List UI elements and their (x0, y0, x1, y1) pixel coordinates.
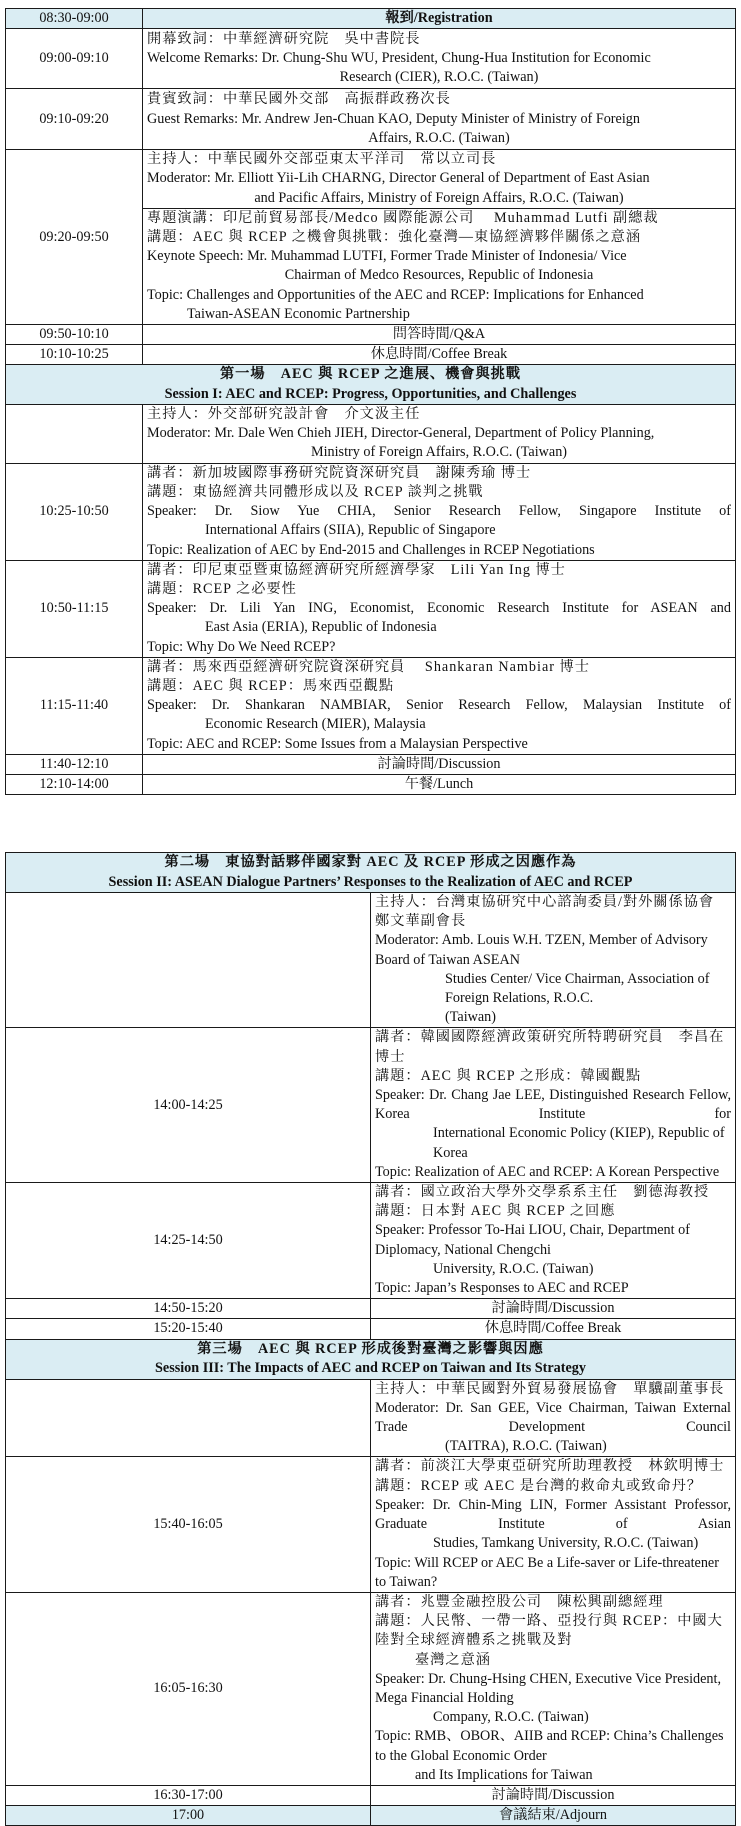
row-talk (6, 463, 736, 560)
session-1-title-zh: 第一場 AEC 與 RCEP 之進展、機會與挑戰 (219, 366, 522, 383)
agenda-table-morning (5, 8, 736, 795)
topic-en-2: and Its Implications for Taiwan (415, 1766, 593, 1783)
talk-cell (371, 1457, 736, 1592)
registration-label: 報到/Registration (143, 9, 736, 29)
coffee-break-label: 休息時間/Coffee Break (371, 1319, 736, 1339)
keynote-topic-zh: 講題：AEC 與 RCEP 之機會與挑戰：強化臺灣—東協經濟夥伴關係之意涵 (147, 229, 642, 246)
row-coffee-break-1 (6, 345, 736, 365)
speaker-en-2: East Asia (ERIA), Republic of Indonesia (205, 619, 437, 636)
speaker-zh: 講者：新加坡國際事務研究院資深研究員 謝陳秀瑜 博士 (147, 464, 532, 481)
moderator-en-1: Moderator: Dr. San GEE, Vice Chairman, Taiwan External Trade Development Council (375, 1399, 731, 1436)
keynote-zh: 專題演講：印尼前貿易部長/Medco 國際能源公司 Muhammad Lutfi 副總裁 (147, 209, 659, 226)
topic-zh: 講題：AEC 與 RCEP 之形成：韓國觀點 (375, 1067, 642, 1084)
time-cell-empty (6, 404, 143, 463)
row-coffee-break-2 (6, 1319, 736, 1339)
speaker-en-1: Speaker: Dr. Chang Jae LEE, Distinguished Research Fellow, Korea Institute for (375, 1087, 731, 1123)
speaker-en-2: Company, R.O.C. (Taiwan) (433, 1709, 589, 1726)
row-talk (6, 560, 736, 657)
moderator-zh: 主持人：外交部研究設計會 介文汲主任 (147, 406, 421, 423)
agenda-table-afternoon (5, 852, 736, 1826)
talk-cell (371, 1028, 736, 1183)
time-cell: 15:20-15:40 (6, 1319, 371, 1339)
session-3-header (6, 1339, 736, 1379)
talk-cell (143, 560, 736, 657)
discussion-label: 討論時間/Discussion (371, 1785, 736, 1805)
topic-en: Topic: Realization of AEC by End-2015 and Challenges in RCEP Negotiations (147, 541, 595, 558)
speaker-en-1: Speaker: Dr. Shankaran NAMBIAR, Senior Research Fellow, Malaysian Institute of (147, 697, 731, 714)
row-discussion-1 (6, 754, 736, 774)
row-registration (6, 9, 736, 29)
guest-zh: 貴賓致詞：中華民國外交部 高振群政務次長 (147, 91, 451, 108)
session-1-title-en: Session I: AEC and RCEP: Progress, Opportunities, and Challenges (164, 385, 577, 402)
time-cell: 09:20-09:50 (6, 150, 143, 325)
row-talk (6, 1028, 736, 1183)
topic-en: Topic: Will RCEP or AEC Be a Life-saver or Life-threatener to Taiwan? (375, 1554, 719, 1590)
speaker-en-1: Speaker: Dr. Siow Yue CHIA, Senior Research Fellow, Singapore Institute of (147, 503, 731, 520)
row-keynote-moderator (6, 150, 736, 209)
lunch-label: 午餐/Lunch (143, 775, 736, 795)
talk-cell (143, 463, 736, 560)
time-cell: 16:30-17:00 (6, 1785, 371, 1805)
session-2-title (6, 853, 736, 893)
session-3-title-en: Session III: The Impacts of AEC and RCEP on Taiwan and Its Strategy (155, 1360, 586, 1377)
moderator-en-1: Moderator: Amb. Louis W.H. TZEN, Member of Advisory Board of Taiwan ASEAN (375, 932, 708, 968)
topic-zh: 講題：AEC 與 RCEP：馬來西亞觀點 (147, 678, 395, 695)
row-adjourn (6, 1806, 736, 1826)
speaker-zh: 講者：馬來西亞經濟研究院資深研究員 Shankaran Nambiar 博士 (147, 658, 590, 675)
keynote-en-2: Chairman of Medco Resources, Republic of Indonesia (284, 267, 594, 284)
time-cell: 17:00 (6, 1806, 371, 1826)
row-session-2-moderator (6, 893, 736, 1028)
topic-zh: 講題：人民幣、一帶一路、亞投行與 RCEP：中國大陸對全球經濟體系之挑戰及對 (375, 1613, 723, 1649)
time-cell: 16:05-16:30 (6, 1592, 371, 1785)
topic-zh: 講題：日本對 AEC 與 RCEP 之回應 (375, 1203, 616, 1220)
time-cell: 09:10-09:20 (6, 89, 143, 150)
welcome-en-1: Welcome Remarks: Dr. Chung-Shu WU, President, Chung-Hua Institution for Economic (147, 50, 651, 67)
row-discussion-3 (6, 1785, 736, 1805)
moderator-en-2: and Pacific Affairs, Ministry of Foreign Affairs, R.O.C. (Taiwan) (254, 189, 624, 206)
welcome-cell (143, 29, 736, 89)
row-talk (6, 1592, 736, 1785)
time-cell: 10:25-10:50 (6, 463, 143, 560)
row-talk (6, 1183, 736, 1299)
topic-zh: 講題：RCEP 或 AEC 是台灣的救命丸或致命丹？ (375, 1477, 702, 1494)
coffee-break-label: 休息時間/Coffee Break (143, 345, 736, 365)
moderator-en-2: Studies Center/ Vice Chairman, Association of Foreign Relations, R.O.C. (445, 970, 710, 1007)
session-2-title-zh: 第二場 東協對話夥伴國家對 AEC 及 RCEP 形成之因應作為 (164, 854, 577, 871)
keynote-en-1: Keynote Speech: Mr. Muhammad LUTFI, Former Trade Minister of Indonesia/ Vice (147, 248, 627, 265)
time-cell: 14:50-15:20 (6, 1299, 371, 1319)
topic-zh: 講題：RCEP 之必要性 (147, 581, 297, 598)
session-1-title (6, 365, 736, 404)
session-2-header (6, 853, 736, 893)
welcome-en-2: Research (CIER), R.O.C. (Taiwan) (339, 69, 539, 86)
session-3-title (6, 1339, 736, 1379)
guest-cell (143, 89, 736, 150)
speaker-en-1: Speaker: Dr. Chung-Hsing CHEN, Executive Vice President, Mega Financial Holding (375, 1670, 722, 1706)
speaker-en-2: Studies, Tamkang University, R.O.C. (Taiwan) (433, 1535, 699, 1552)
row-guest-remarks (6, 89, 736, 150)
keynote-topic-en-2: Taiwan-ASEAN Economic Partnership (187, 305, 410, 322)
row-session-3-moderator (6, 1379, 736, 1457)
topic-zh-2: 臺灣之意涵 (415, 1651, 491, 1668)
guest-en-1: Guest Remarks: Mr. Andrew Jen-Chuan KAO, Deputy Minister of Ministry of Foreign (147, 110, 640, 127)
talk-cell (371, 1183, 736, 1299)
speaker-en-2: International Affairs (SIIA), Republic of Singapore (205, 522, 496, 539)
speaker-en-2: International Economic Policy (KIEP), Republic of Korea (433, 1125, 725, 1161)
session-1-moderator-cell (143, 404, 736, 463)
guest-en-2: Affairs, R.O.C. (Taiwan) (368, 129, 510, 146)
time-cell: 12:10-14:00 (6, 775, 143, 795)
speaker-en-1: Speaker: Dr. Chin-Ming LIN, Former Assistant Professor, Graduate Institute of Asian (375, 1496, 731, 1533)
session-3-moderator-cell (371, 1379, 736, 1457)
time-cell-empty (6, 1379, 371, 1457)
moderator-en-1: Moderator: Mr. Dale Wen Chieh JIEH, Director-General, Department of Policy Planning, (147, 425, 655, 442)
adjourn-label: 會議結束/Adjourn (371, 1806, 736, 1826)
topic-zh: 講題：東協經濟共同體形成以及 RCEP 談判之挑戰 (147, 484, 484, 501)
speaker-zh: 講者：兆豐金融控股公司 陳松興副總經理 (375, 1593, 664, 1610)
session-2-title-en: Session II: ASEAN Dialogue Partners’ Responses to the Realization of AEC and RCEP (108, 873, 633, 890)
time-cell: 14:00-14:25 (6, 1028, 371, 1183)
topic-en: Topic: Japan’s Responses to AEC and RCEP (375, 1280, 629, 1297)
talk-cell (143, 657, 736, 754)
keynote-moderator-cell (143, 150, 736, 209)
time-cell: 14:25-14:50 (6, 1183, 371, 1299)
session-3-title-zh: 第三場 AEC 與 RCEP 形成後對臺灣之影響與因應 (197, 1340, 544, 1357)
session-1-header (6, 365, 736, 404)
speaker-en-1: Speaker: Professor To-Hai LIOU, Chair, Department of Diplomacy, National Chengchi (375, 1222, 690, 1258)
row-session-1-moderator (6, 404, 736, 463)
topic-en: Topic: AEC and RCEP: Some Issues from a Malaysian Perspective (147, 735, 528, 752)
moderator-zh: 主持人：中華民國對外貿易發展協會 單驥副董事長 (375, 1380, 725, 1397)
time-cell: 11:40-12:10 (6, 754, 143, 774)
session-2-moderator-cell (371, 893, 736, 1028)
discussion-label: 討論時間/Discussion (143, 754, 736, 774)
time-cell: 11:15-11:40 (6, 657, 143, 754)
moderator-zh: 主持人：中華民國外交部亞東太平洋司 常以立司長 (147, 151, 497, 168)
speaker-en-2: University, R.O.C. (Taiwan) (433, 1260, 594, 1277)
welcome-zh: 開幕致詞：中華經濟研究院 吳中書院長 (147, 30, 421, 47)
time-cell: 15:40-16:05 (6, 1457, 371, 1592)
speaker-zh: 講者：國立政治大學外交學系系主任 劉德海教授 (375, 1184, 710, 1201)
talk-cell (371, 1592, 736, 1785)
speaker-en-2: Economic Research (MIER), Malaysia (205, 716, 426, 733)
moderator-en-3: (Taiwan) (445, 1009, 496, 1026)
moderator-zh: 主持人：台灣東協研究中心諮詢委員/對外關係協會 鄭文華副會長 (375, 894, 730, 930)
moderator-en-2: Ministry of Foreign Affairs, R.O.C. (Taiwan) (310, 444, 568, 461)
time-cell-empty (6, 893, 371, 1028)
time-cell: 09:50-10:10 (6, 325, 143, 345)
row-talk (6, 657, 736, 754)
row-qa (6, 325, 736, 345)
speaker-zh: 講者：前淡江大學東亞研究所助理教授 林欽明博士 (375, 1458, 725, 1475)
speaker-zh: 講者：印尼東亞暨東協經濟研究所經濟學家 Lili Yan Ing 博士 (147, 561, 566, 578)
time-cell: 09:00-09:10 (6, 29, 143, 89)
keynote-topic-en-1: Topic: Challenges and Opportunities of the AEC and RCEP: Implications for Enhanced (147, 286, 644, 303)
time-cell: 10:10-10:25 (6, 345, 143, 365)
qa-label: 問答時間/Q&A (143, 325, 736, 345)
speaker-zh: 講者：韓國國際經濟政策研究所特聘研究員 李昌在博士 (375, 1029, 725, 1065)
time-cell: 10:50-11:15 (6, 560, 143, 657)
topic-en: Topic: Realization of AEC and RCEP: A Korean Perspective (375, 1163, 720, 1180)
discussion-label: 討論時間/Discussion (371, 1299, 736, 1319)
time-cell: 08:30-09:00 (6, 9, 143, 29)
moderator-en-1: Moderator: Mr. Elliott Yii-Lih CHARNG, Director General of Department of East Asian (147, 170, 650, 187)
row-discussion-2 (6, 1299, 736, 1319)
moderator-en-2: (TAITRA), R.O.C. (Taiwan) (445, 1438, 607, 1455)
row-talk (6, 1457, 736, 1592)
speaker-en-1: Speaker: Dr. Lili Yan ING, Economist, Economic Research Institute for ASEAN and (147, 600, 731, 617)
row-welcome-remarks (6, 29, 736, 89)
row-lunch (6, 775, 736, 795)
topic-en: Topic: Why Do We Need RCEP? (147, 638, 336, 655)
topic-en-1: Topic: RMB、OBOR、AIIB and RCEP: China’s Challenges to the Global Economic Order (375, 1728, 724, 1764)
keynote-speech-cell (143, 208, 736, 324)
